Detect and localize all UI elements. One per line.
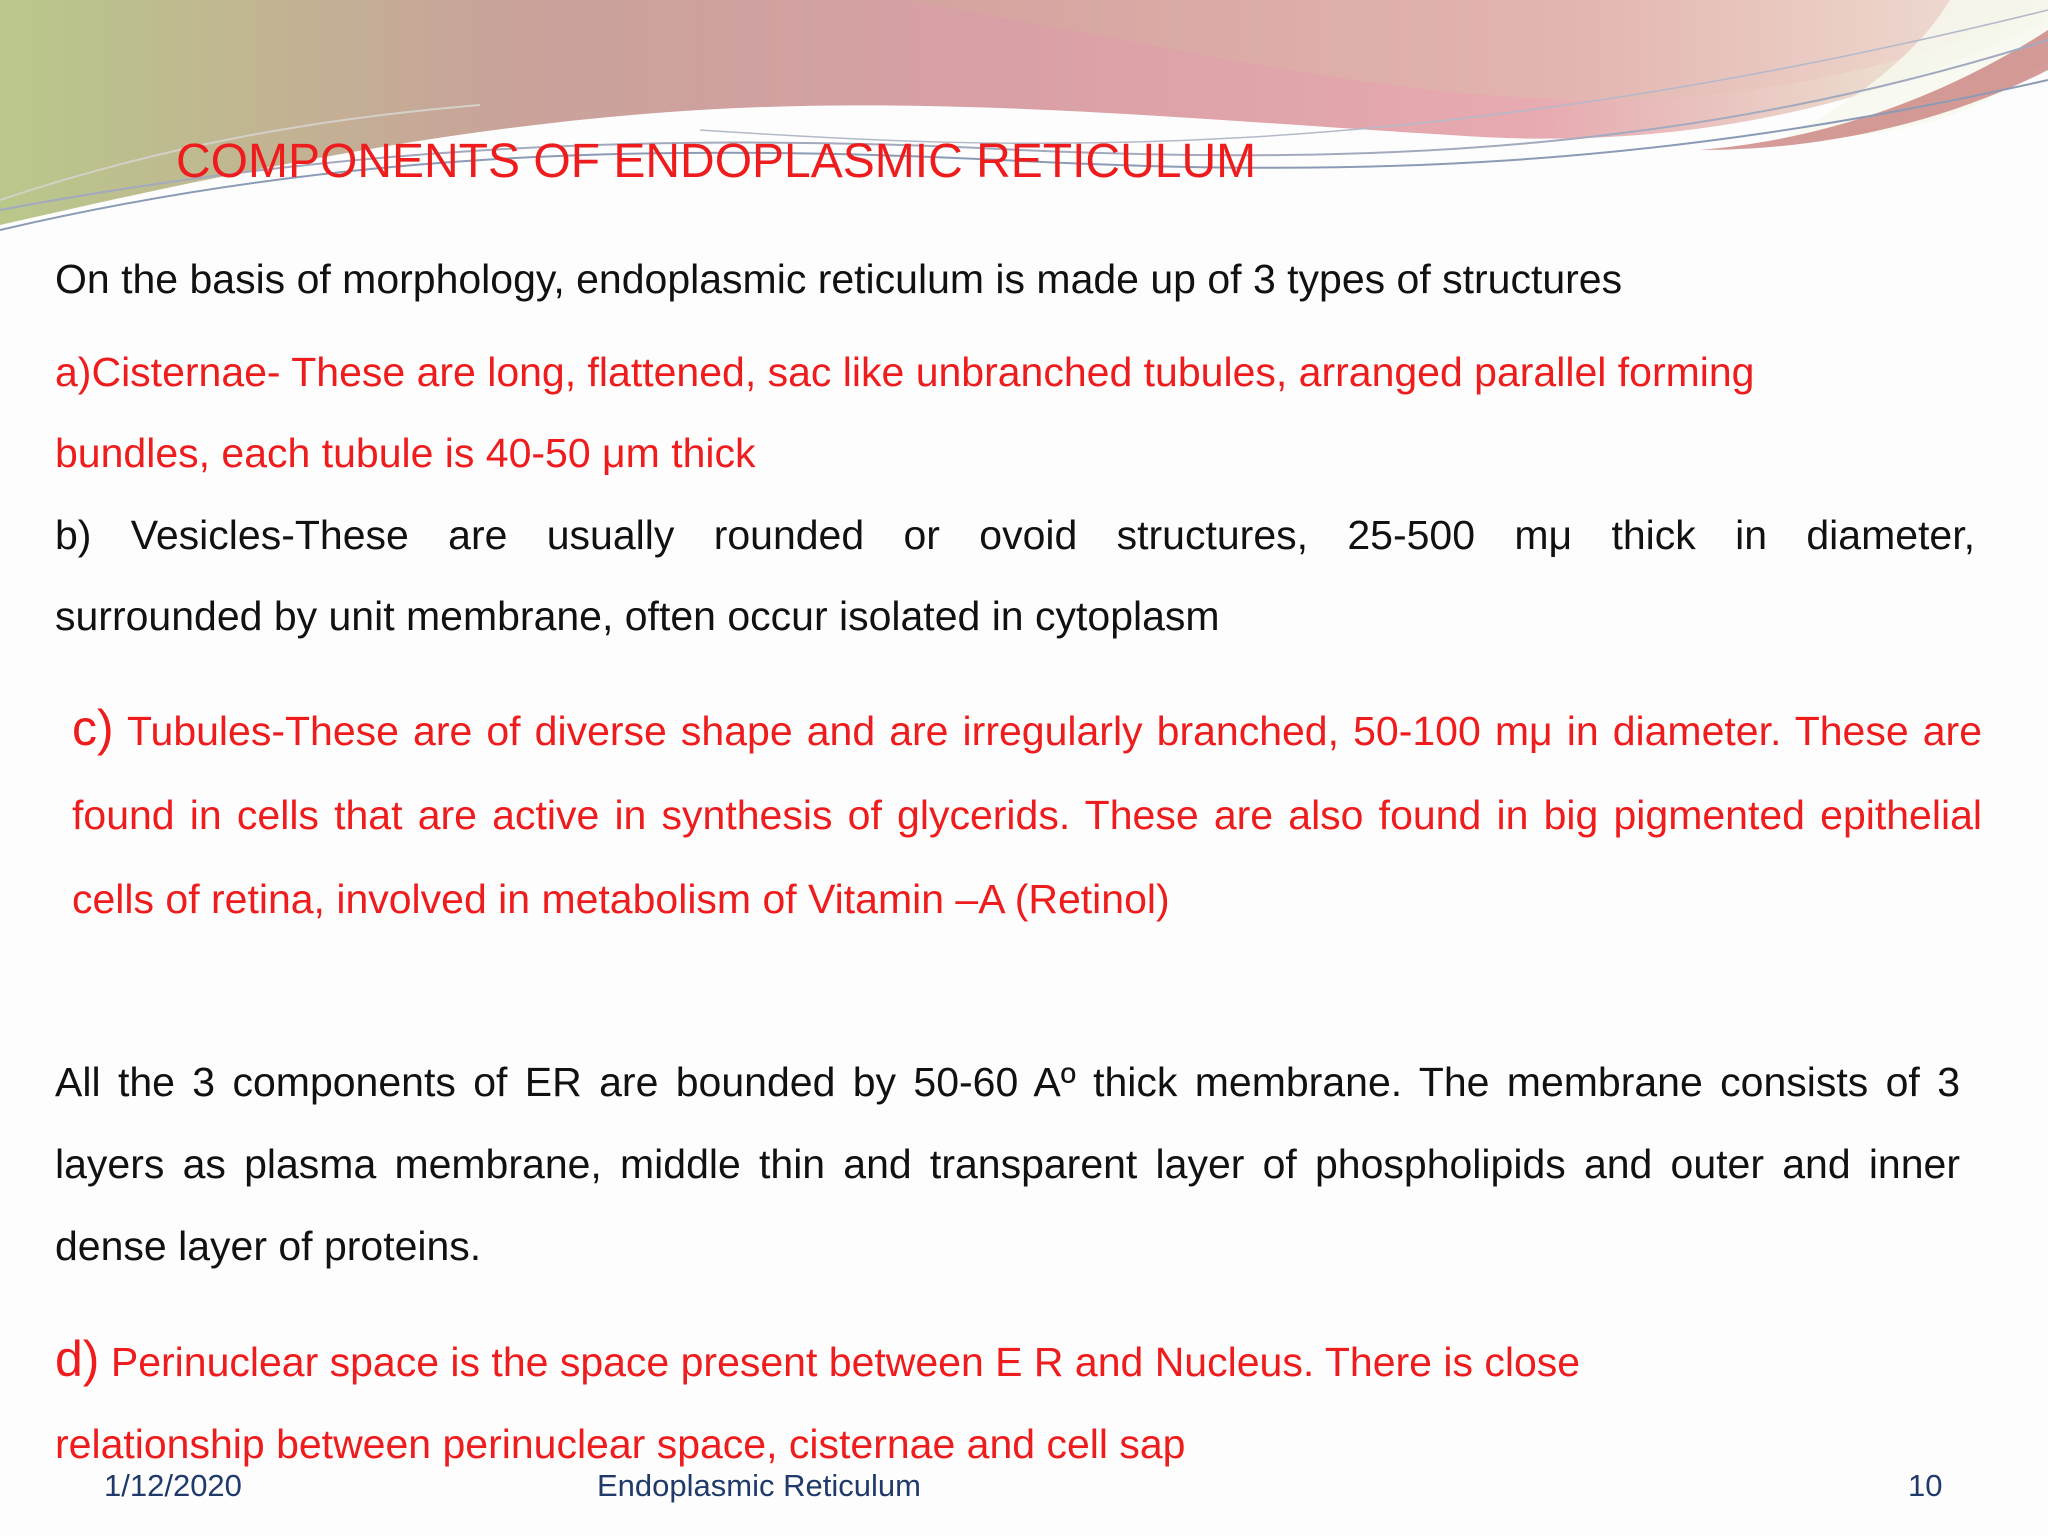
- footer-page-number: 10: [1908, 1468, 1943, 1503]
- membrane-paragraph: All the 3 components of ER are bounded by 50-60 Aº thick membrane. The membrane consists of 3 layers as plasma membrane, middle thin and transparent layer of phospholipids and outer and inner dense layer of proteins.: [55, 1059, 1960, 1269]
- item-d-line2: relationship between perinuclear space, cisternae and cell sap: [55, 1421, 1186, 1467]
- intro-text: On the basis of morphology, endoplasmic reticulum is made up of 3 types of structures: [55, 256, 1623, 302]
- item-c-text: Tubules-These are of diverse shape and are irregularly branched, 50-100 mμ in diameter. These are found in cells that are active in synthesis of glycerids. These are also found in big pigmented epithelial cells of retina, involved in metabolism of Vitamin –A (Retinol): [72, 708, 1982, 922]
- item-b-line1: b) Vesicles-These are usually rounded or ovoid structures, 25-500 mμ thick in diameter,: [55, 512, 1975, 558]
- slide-title: COMPONENTS OF ENDOPLASMIC RETICULUM: [176, 135, 1257, 188]
- header-wave-decoration: [0, 0, 2048, 260]
- item-d-text: Perinuclear space is the space present between E R and Nucleus. There is close: [99, 1339, 1581, 1385]
- item-d-marker: d): [55, 1331, 100, 1387]
- footer-title: Endoplasmic Reticulum: [597, 1468, 921, 1503]
- item-a-line2: bundles, each tubule is 40-50 μm thick: [55, 430, 756, 476]
- item-a-line1: a)Cisternae- These are long, flattened, sac like unbranched tubules, arranged parallel forming: [55, 349, 1755, 395]
- item-c-marker: c): [72, 700, 114, 756]
- item-c-paragraph: [72, 686, 1982, 941]
- item-d-line1: [55, 1318, 1580, 1403]
- item-b-line2: surrounded by unit membrane, often occur isolated in cytoplasm: [55, 593, 1220, 639]
- footer-date: 1/12/2020: [104, 1468, 242, 1503]
